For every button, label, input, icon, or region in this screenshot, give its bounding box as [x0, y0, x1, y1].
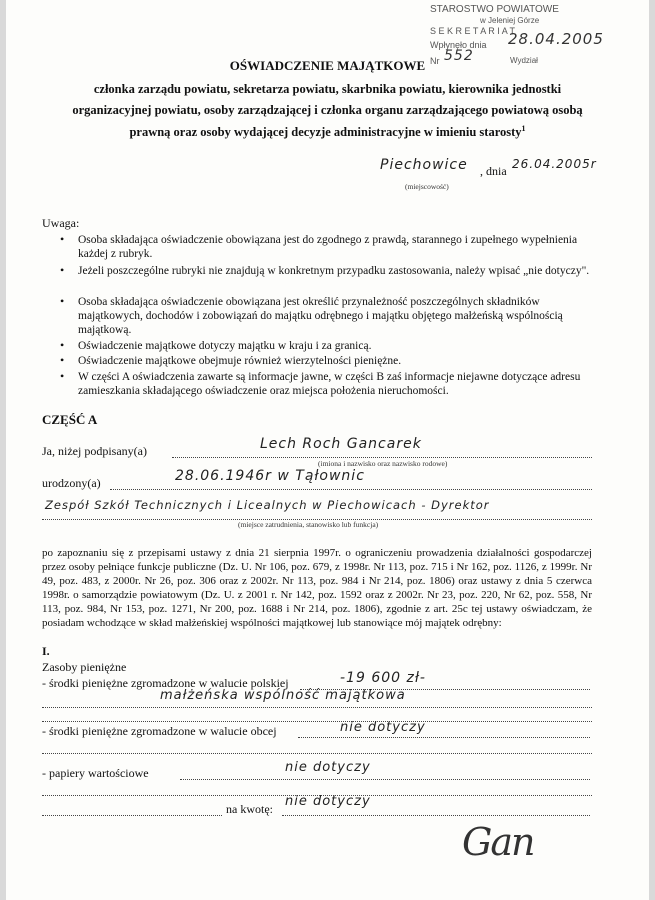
securities-label: - papiery wartościowe: [42, 766, 149, 780]
subtitle-line-1: członka zarządu powiatu, sekretarza powiatu, skarbnika powiatu, kierownika jednostki: [93, 82, 562, 96]
bullet-6: •: [60, 369, 65, 383]
section-heading: Zasoby pieniężne: [42, 660, 127, 674]
polish-value-2: małżeńska wspólność majątkowa: [160, 688, 406, 703]
section-roman: I.: [42, 644, 50, 658]
place-handwritten: Piechowice: [380, 157, 468, 173]
polish-line-2: [42, 706, 592, 708]
bullet-2: •: [60, 263, 65, 277]
signed-label: Ja, niżej podpisany(a): [42, 444, 147, 458]
note-item-4: Oświadczenie majątkowe dotyczy majątku w kraju i za granicą.: [78, 340, 372, 352]
securities-line: [180, 778, 590, 780]
name-line: [172, 456, 592, 458]
bullet-1: •: [60, 232, 65, 246]
note-item-6: W części A oświadczenia zawarte są informacje jawne, w części B zaś informacje niejawne dotyczące adresu zamieszkania składającego oświadczenie oraz miejsca położenia nieruchomości.: [78, 371, 581, 397]
note-item-5: Oświadczenie majątkowe obejmuje również wierzytelności pieniężne.: [78, 355, 402, 367]
amount-line: [282, 814, 590, 816]
notes-heading: Uwaga:: [42, 216, 80, 230]
foreign-label: - środki pieniężne zgromadzone w walucie obcej: [42, 724, 277, 738]
amount-leading-line: [42, 814, 222, 816]
subtitle-line-2: organizacyjnej powiatu, osoby zarządzającej i członka organu zarządzającego powiatową osobą: [72, 103, 583, 117]
polish-line-3: [42, 720, 592, 722]
stamp-city: w Jeleniej Górze: [480, 16, 540, 25]
name-caption: (imiona i nazwisko oraz nazwisko rodowe): [318, 459, 448, 468]
place-caption: (miejscowość): [405, 182, 449, 191]
amount-value: nie dotyczy: [285, 794, 371, 809]
stamp-dept: S E K R E T A R I A T: [430, 26, 516, 36]
bullet-3: •: [60, 294, 65, 308]
bullet-5: •: [60, 353, 65, 367]
legal-text: po zapoznaniu się z przepisami ustawy z dnia 21 sierpnia 1997r. o ograniczeniu prowadzenia działalności gospodarczej przez osoby pełniące funkcje publiczne (Dz. U. Nr 106, poz. 679, z 1998r. Nr 113, poz. 715 i Nr 162, poz. 1126, z 1999r. Nr 49, poz. 483, z 2000r. Nr 26, poz. 306 oraz z 2002r. Nr 113, poz. 984 i Nr 214, poz. 1806) oraz ustawy z dnia 5 czerwca 1998r. o samorządzie powiatowym (Dz. U. z 2001 r. Nr 142, poz. 1592 oraz z 2002r. Nr 23, poz. 220, Nr 62, poz. 558, Nr 113, poz. 984, Nr 153, poz. 1271, Nr 200, poz. 1688 i Nr 214, poz. 1806), zgodnie z art. 25c tej ustawy oświadczam, że posiadam wchodzące w skład małżeńskiej wspólności majątkowej lub stanowiące mój majątek odrębny:: [42, 547, 592, 629]
bullet-4: •: [60, 338, 65, 352]
born-label: urodzony(a): [42, 476, 101, 490]
foreign-value: nie dotyczy: [340, 720, 426, 735]
stamp-received-label: Wpłynęło dnia: [430, 40, 487, 50]
foreign-line: [298, 736, 590, 738]
workplace-handwritten: Zespół Szkół Technicznych i Licealnych w Piechowicach - Dyrektor: [45, 498, 490, 512]
note-item-3: Osoba składająca oświadczenie obowiązana jest określić przynależność poszczególnych składników majątkowych, dochodów i zobowiązań do majątku odrębnego i majątku objętego małżeńską wspólnością majątkową.: [78, 296, 563, 336]
part-a-heading: CZĘŚĆ A: [42, 412, 98, 427]
stamp-office: STAROSTWO POWIATOWE: [430, 4, 559, 15]
born-line: [110, 488, 592, 490]
stamp-number: 552: [444, 48, 474, 64]
workplace-caption: (miejsce zatrudnienia, stanowisko lub funkcja): [238, 520, 379, 529]
polish-label: - środki pieniężne zgromadzone w walucie polskiej: [42, 676, 289, 690]
document-title: OŚWIADCZENIE MAJĄTKOWE: [229, 58, 426, 73]
amount-label: na kwotę:: [226, 802, 273, 816]
note-item-2: Jeżeli poszczególne rubryki nie znajdują w konkretnym przypadku zastosowania, należy wpisać „nie dotyczy".: [78, 265, 590, 277]
polish-value: -19 600 zł-: [340, 670, 426, 686]
date-label: , dnia: [480, 164, 507, 178]
stamp-annex-label: Wydział: [510, 56, 538, 65]
securities-value: nie dotyczy: [285, 760, 371, 775]
born-handwritten: 28.06.1946r w Tąłownic: [175, 468, 365, 484]
note-item-1: Osoba składająca oświadczenie obowiązana jest do zgodnego z prawdą, starannego i zupełnego wypełnienia każdej z rubryk.: [78, 234, 578, 260]
signature: Gan: [462, 820, 534, 864]
stamp-received-date: 28.04.2005: [508, 30, 604, 48]
subtitle-line-3: prawną oraz osoby wydającej decyzje administracyjne w imieniu starosty$^1$: [129, 124, 526, 140]
date-handwritten: 26.04.2005r: [512, 157, 597, 171]
name-handwritten: Lech Roch Gancarek: [260, 436, 422, 452]
stamp-number-label: Nr: [430, 56, 440, 66]
foreign-line-2: [42, 752, 592, 754]
